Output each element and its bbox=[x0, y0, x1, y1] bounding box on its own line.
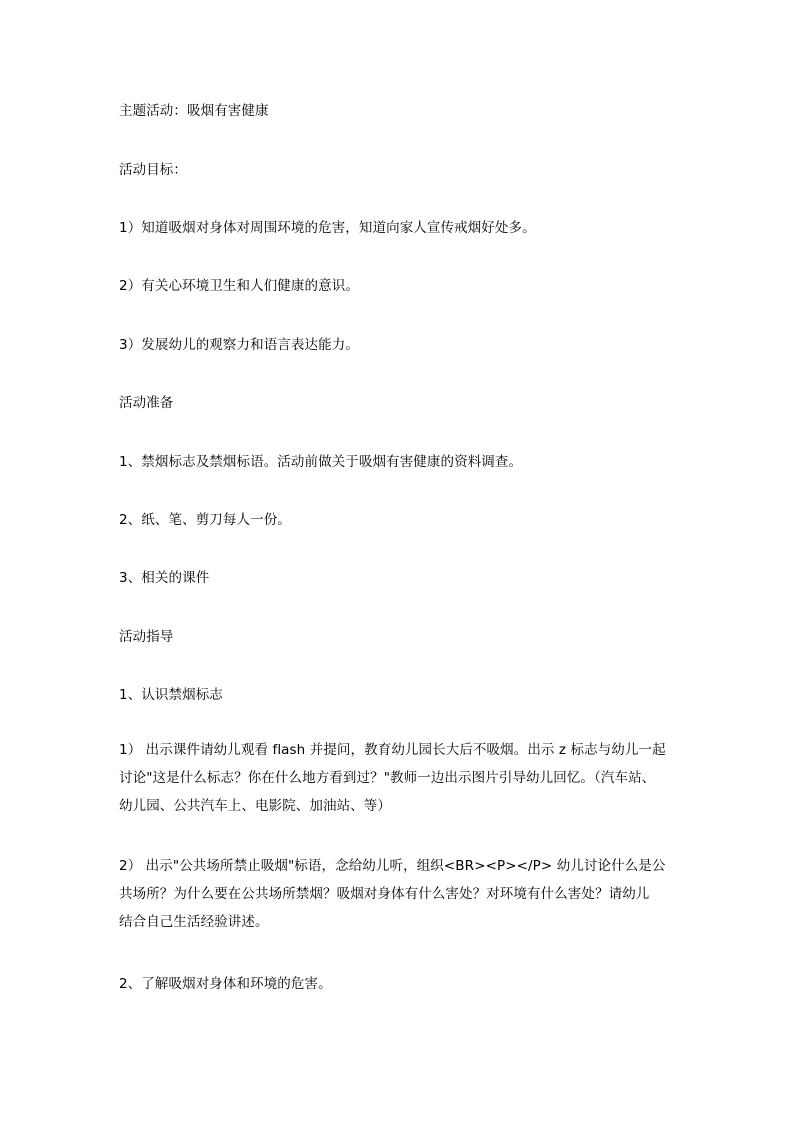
paragraph-line: 幼儿园、公共汽车上、电影院、加油站、等） bbox=[119, 798, 391, 814]
document-title: 主题活动：吸烟有害健康 bbox=[119, 103, 269, 119]
objective-item: 1）知道吸烟对身体对周围环境的危害，知道向家人宣传戒烟好处多。 bbox=[119, 220, 536, 236]
step1-heading: 1、认识禁烟标志 bbox=[119, 687, 223, 703]
preparation-item: 3、相关的课件 bbox=[119, 570, 210, 586]
paragraph-line: 2） 出示"公共场所禁止吸烟"标语，念给幼儿听，组织<BR><P></P> 幼儿讨论什么是公 bbox=[119, 858, 666, 874]
objective-item: 2）有关心环境卫生和人们健康的意识。 bbox=[119, 278, 359, 294]
objective-item: 3）发展幼儿的观察力和语言表达能力。 bbox=[119, 337, 359, 353]
preparation-heading: 活动准备 bbox=[119, 395, 174, 411]
guidance-heading: 活动指导 bbox=[119, 629, 174, 645]
step2-heading: 2、了解吸烟对身体和环境的危害。 bbox=[119, 976, 332, 992]
paragraph-line: 结合自己生活经验讲述。 bbox=[119, 914, 269, 930]
paragraph-line: 1） 出示课件请幼儿观看 flash 并提问，教育幼儿园长大后不吸烟。出示 z 标志与幼儿一起 bbox=[119, 742, 666, 758]
paragraph-line: 讨论"这是什么标志？你在什么地方看到过？"教师一边出示图片引导幼儿回忆。（汽车站、 bbox=[119, 770, 656, 786]
paragraph-line: 共场所？为什么要在公共场所禁烟？吸烟对身体有什么害处？对环境有什么害处？请幼儿 bbox=[119, 886, 650, 902]
objectives-heading: 活动目标： bbox=[119, 162, 187, 178]
step1-item1-paragraph bbox=[119, 736, 675, 820]
step1-item2-paragraph bbox=[119, 852, 675, 936]
preparation-item: 2、纸、笔、剪刀每人一份。 bbox=[119, 512, 291, 528]
preparation-item: 1、禁烟标志及禁烟标语。活动前做关于吸烟有害健康的资料调查。 bbox=[119, 454, 523, 470]
